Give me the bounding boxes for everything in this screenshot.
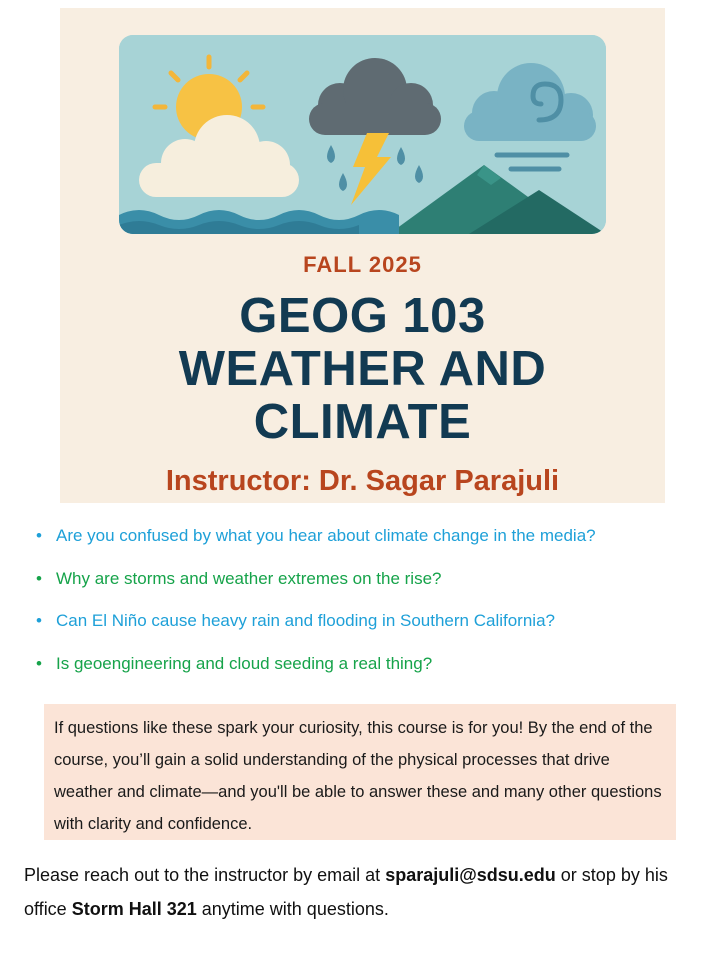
instructor-email[interactable]: sparajuli@sdsu.edu bbox=[385, 865, 556, 885]
course-title-line-3: CLIMATE bbox=[253, 395, 472, 449]
contact-text-2: or stop by his office bbox=[24, 865, 668, 919]
question-text: Why are storms and weather extremes on the rise? bbox=[56, 568, 442, 588]
question-text: Can El Niño cause heavy rain and flooding in Southern California? bbox=[56, 611, 555, 630]
contact-text-3: anytime with questions. bbox=[196, 899, 389, 919]
course-poster bbox=[60, 8, 665, 503]
bullet-icon: • bbox=[36, 611, 42, 630]
question-text: Is geoengineering and cloud seeding a real thing? bbox=[56, 653, 433, 673]
list-item bbox=[36, 524, 706, 567]
question-text: Are you confused by what you hear about climate change in the media? bbox=[56, 526, 596, 545]
course-title-line-2: WEATHER AND bbox=[178, 342, 547, 396]
list-item bbox=[36, 652, 706, 695]
course-title bbox=[60, 290, 665, 449]
list-item bbox=[36, 609, 706, 652]
contact-text-1: Please reach out to the instructor by email at bbox=[24, 865, 386, 885]
course-title-line-1: GEOG 103 bbox=[239, 289, 486, 343]
bullet-icon: • bbox=[36, 526, 42, 545]
instructor-name: Instructor: Dr. Sagar Parajuli bbox=[165, 465, 560, 497]
semester-label: FALL 2025 bbox=[303, 252, 422, 277]
list-item bbox=[36, 567, 706, 610]
bullet-icon: • bbox=[36, 653, 42, 673]
course-description-callout: If questions like these spark your curiosity, this course is for you! By the end of the course, you’ll gain a solid understanding of the physical processes that drive weather and climate—and you'll be able to answer these and many other questions with clarity and confidence. bbox=[44, 704, 676, 840]
question-list bbox=[36, 524, 706, 694]
bullet-icon: • bbox=[36, 568, 42, 588]
office-location: Storm Hall 321 bbox=[71, 899, 197, 919]
weather-illustration bbox=[119, 35, 606, 234]
contact-info bbox=[24, 858, 714, 926]
